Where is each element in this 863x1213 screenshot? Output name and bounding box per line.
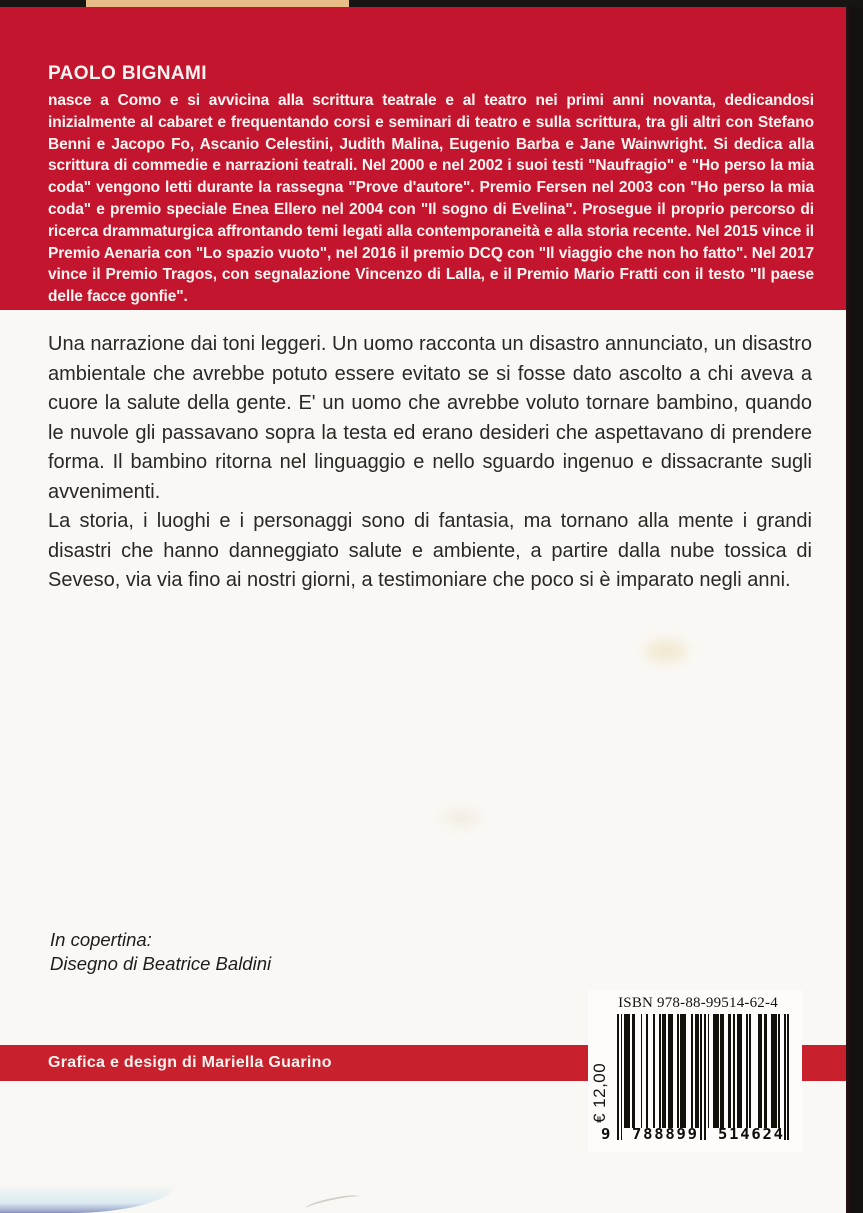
author-bio-header	[0, 7, 846, 310]
design-credit-text: Grafica e design di Mariella Guarino	[48, 1054, 332, 1071]
price-label: € 12,00	[590, 1062, 609, 1123]
scan-artifact-mark	[305, 1192, 361, 1212]
isbn-label: ISBN 978-88-99514-62-4	[618, 995, 778, 1011]
synopsis-paragraph-1: Una narrazione dai toni leggeri. Un uomo racconta un disastro annunciato, un disastro ambientale che avrebbe potuto essere evitato se si fosse dato ascolto a chi aveva a cuore la salute della gente. E' un uomo che avrebbe voluto tornare bambino, quando le nuvole gli passavano sopra la testa ed erano desideri che aspettavano di prendere forma. Il bambino ritorna nel linguaggio e nello sguardo ingenuo e dissacrante sugli avvenimenti.	[48, 333, 812, 503]
scanner-edge-top	[0, 0, 863, 7]
barcode-bars	[617, 1014, 789, 1140]
barcode-digit-group: 514624	[718, 1125, 785, 1143]
scan-artifact-corner	[0, 1184, 175, 1213]
author-name: PAOLO BIGNAMI	[48, 63, 207, 84]
cover-credit-line1: In copertina:	[50, 929, 152, 950]
scan-artifact-smudge	[645, 640, 687, 662]
author-bio-text: nasce a Como e si avvicina alla scrittura teatrale e al teatro nei primi anni novanta, dedicandosi inizialmente al cabaret e frequentando corsi e seminari di teatro e sulla scrittura, tra gli altri con Stefano Benni e Jacopo Fo, Ascanio Celestini, Judith Malina, Eugenio Barba e Jane Wainwright. Si dedica alla scrittura di commedie e narrazioni teatrali. Nel 2000 e nel 2002 i suoi testi "Naufragio" e "Ho perso la mia coda" vengono letti durante la rassegna "Prove d'autore". Premio Fersen nel 2003 con "Ho perso la mia coda" e premio speciale Enea Ellero nel 2004 con "Il sogno di Evelina". Prosegue il proprio percorso di ricerca drammaturgica affrontando temi legati alla contemporaneità e alla storia recente. Nel 2015 vince il Premio Aenaria con "Lo spazio vuoto", nel 2016 il premio DCQ con "Il viaggio che non ho fatto". Nel 2017 vince il Premio Tragos, con segnalazione Vincenzo di Lalla, e il Premio Mario Fratti con il testo "Il paese delle facce gonfie".	[48, 92, 814, 306]
cover-credit	[50, 928, 271, 976]
barcode-panel	[588, 990, 802, 1152]
cover-credit-line2: Disegno di Beatrice Baldini	[50, 953, 272, 974]
barcode-digit-group: 788899	[632, 1125, 699, 1143]
barcode-numbers	[588, 1125, 802, 1147]
synopsis	[48, 330, 812, 596]
scan-artifact-smudge	[443, 810, 479, 826]
scanner-edge-right	[846, 0, 863, 1213]
synopsis-paragraph-2: La storia, i luoghi e i personaggi sono di fantasia, ma tornano alla mente i grandi disastri che hanno danneggiato salute e ambiente, a partire dalla nube tossica di Seveso, via via fino ai nostri giorni, a testimoniare che poco si è imparato negli anni.	[48, 510, 812, 591]
barcode-digit-group: 9	[601, 1125, 611, 1143]
